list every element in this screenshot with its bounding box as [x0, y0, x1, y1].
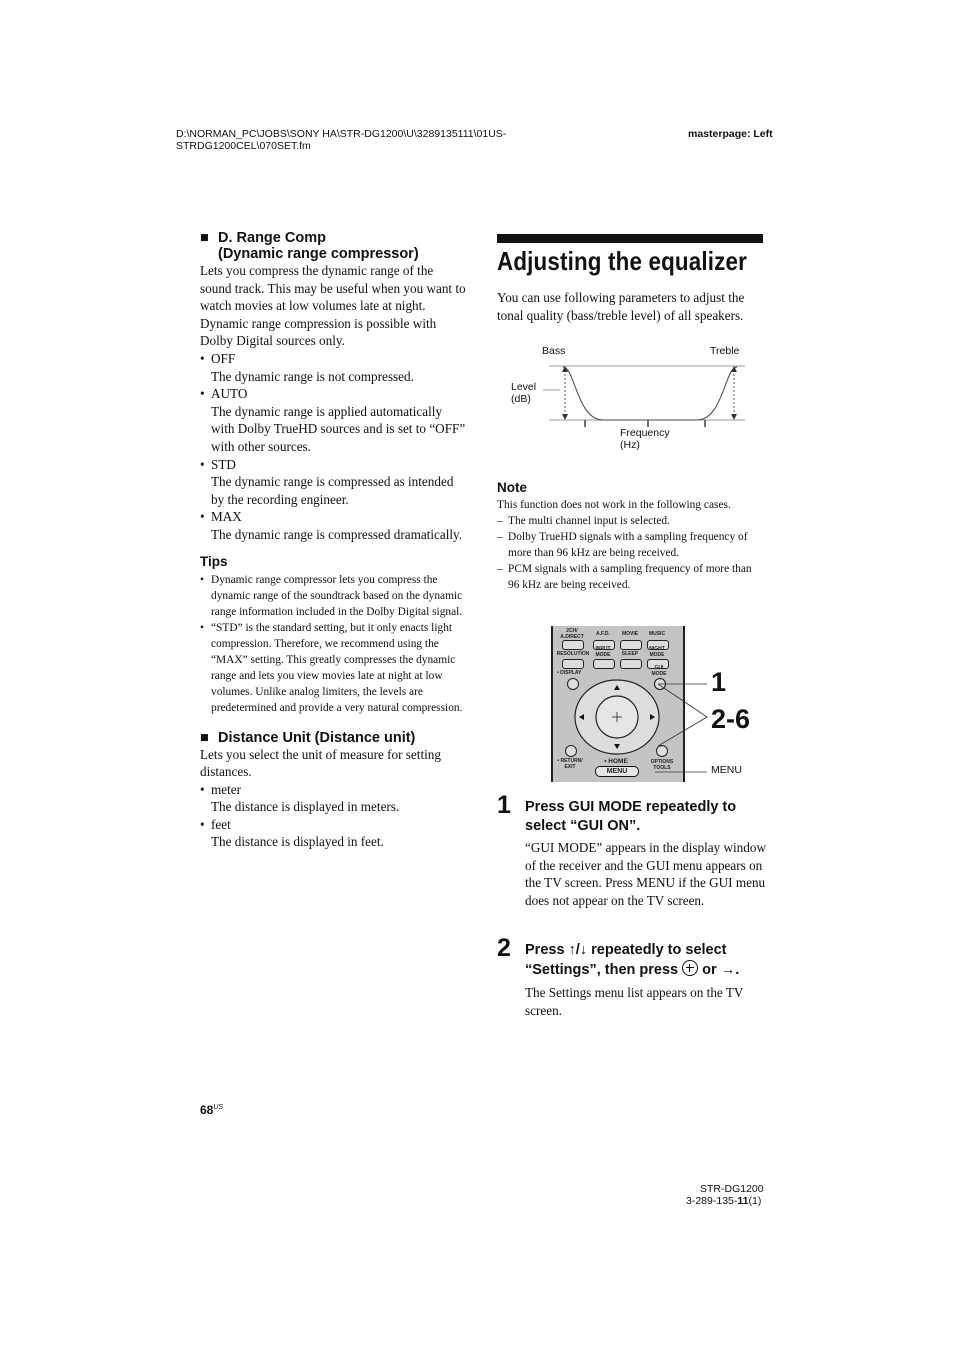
equalizer-intro: You can use following parameters to adjust the tonal quality (bass/treble level) of all speakers.: [497, 290, 745, 323]
doc-code: STR-DG1200 3-289-135-11(1): [686, 1183, 764, 1207]
note-intro: This function does not work in the following cases.: [497, 499, 731, 511]
treble-label: Treble: [710, 345, 740, 357]
drc-options: [200, 350, 466, 544]
option-std: • STD The dynamic range is compressed as intended by the recording engineer.: [200, 456, 454, 507]
drc-heading: ■ D. Range Comp (Dynamic range compressor): [200, 230, 419, 262]
resolution-button[interactable]: [562, 659, 584, 669]
section-rule: [497, 234, 763, 243]
d-pad[interactable]: [570, 678, 664, 758]
square-marker-icon: ■: [200, 230, 209, 246]
gui-mode-label: GUI MODE: [651, 665, 667, 677]
step-1-heading: Press GUI MODE repeatedly to select “GUI ON”.: [525, 799, 737, 834]
tip-item: • Dynamic range compressor lets you compress the dynamic range of the soundtrack based on the dynamic range information included in the Dolby Digital signal.: [200, 573, 463, 618]
movie-label: MOVIE: [621, 631, 639, 637]
step-1-body: “GUI MODE” appears in the display window of the receiver and the GUI menu appears on the TV screen. Press MENU if the GUI menu does not appear on the TV screen.: [525, 840, 766, 908]
return-label: • RETURN/ EXIT: [557, 758, 583, 770]
note-heading: Note: [497, 480, 527, 495]
movie-button[interactable]: [620, 640, 642, 650]
right-arrow-icon: →: [720, 962, 736, 978]
step-2-body: The Settings menu list appears on the TV screen.: [525, 985, 744, 1018]
sleep-button[interactable]: [620, 659, 642, 669]
distance-options: [200, 781, 466, 851]
option-auto: • AUTO The dynamic range is applied automatically with Dolby TrueHD sources and is set to “OFF” with other sources.: [200, 386, 466, 454]
two-ch-label: 2CH/ A.DIRECT: [560, 628, 584, 640]
note-item: – PCM signals with a sampling frequency of more than 96 kHz are being received.: [497, 563, 752, 591]
step-2-heading: Press ↑/↓ repeatedly to select “Settings”, then press or →.: [525, 942, 740, 978]
distance-heading: ■ Distance Unit (Distance unit): [200, 729, 416, 746]
step-1-number: 1: [497, 791, 511, 819]
left-column: [200, 230, 466, 851]
square-marker-icon: ■: [200, 729, 209, 746]
option-feet: • feet The distance is displayed in feet.: [200, 816, 384, 850]
tips-heading: Tips: [200, 553, 228, 569]
display-label: • DISPLAY: [557, 670, 582, 676]
up-down-arrow-icon: ↑/↓: [568, 942, 588, 958]
afd-label: A.F.D.: [596, 631, 610, 637]
option-meter: • meter The distance is displayed in meters.: [200, 781, 400, 815]
note-item: – Dolby TrueHD signals with a sampling frequency of more than 96 kHz are being received.: [497, 531, 748, 559]
home-label: • HOME: [604, 758, 628, 765]
input-mode-button[interactable]: [593, 659, 615, 669]
menu-button[interactable]: MENU: [595, 766, 639, 777]
callout-menu: MENU: [711, 764, 742, 776]
masterpage-label: masterpage: Left: [688, 128, 773, 140]
resolution-label: RESOLUTION: [556, 651, 590, 657]
distance-intro: Lets you select the unit of measure for setting distances.: [200, 746, 441, 780]
treble-arrow-down-icon: [731, 414, 737, 420]
enter-icon: [682, 960, 698, 976]
bass-label: Bass: [542, 345, 566, 357]
page-number: $68^{US}$: [200, 1103, 224, 1117]
level-label: Level (dB): [511, 381, 537, 405]
step-2: [525, 941, 767, 1019]
bass-arrow-down-icon: [562, 414, 568, 420]
frequency-label: Frequency (Hz): [620, 427, 670, 451]
eq-curve-graphic: [505, 340, 765, 460]
input-mode-label: INPUT MODE: [595, 646, 611, 658]
drc-intro: Lets you compress the dynamic range of the sound track. This may be useful when you want to watch movies at low volumes late at night. Dynamic range compression is possible with Dolby Digital sources only.: [200, 263, 466, 349]
step-2-number: 2: [497, 934, 511, 962]
night-mode-label: NIGHT MODE: [649, 646, 665, 658]
tips-list: [200, 572, 466, 716]
callout-step-1: 1: [711, 667, 727, 697]
two-ch-button[interactable]: [562, 640, 584, 650]
callout-steps-2-6: 2-6: [711, 704, 751, 734]
music-label: MUSIC: [648, 631, 666, 637]
option-off: • OFF The dynamic range is not compressed.: [200, 350, 414, 384]
step-1: [525, 798, 767, 909]
note-item: – The multi channel input is selected.: [497, 515, 670, 527]
sleep-label: SLEEP: [621, 651, 639, 657]
eq-curve: [563, 367, 737, 420]
page-title: Adjusting the equalizer: [497, 246, 747, 276]
return-button[interactable]: [565, 745, 577, 757]
eq-diagram: [505, 340, 765, 460]
callout-lines: [655, 676, 710, 776]
options-label: OPTIONS TOOLS: [650, 759, 674, 771]
option-max: • MAX The dynamic range is compressed dramatically.: [200, 509, 463, 542]
note-list: [497, 513, 765, 593]
tip-item: • “STD” is the standard setting, but it only enacts light compression. Therefore, we recommend using the “MAX” setting. This greatly compresses the dynamic range and lets you view movies late at night at low volumes. Unlike analog limiters, the levels are predetermined and provide a very natural compression.: [200, 621, 463, 714]
file-path: D:\NORMAN_PC\JOBS\SONY HA\STR-DG1200\U\3289135111\01US- STRDG1200CEL\070SET.fm: [176, 128, 507, 152]
note-section: [497, 480, 765, 593]
